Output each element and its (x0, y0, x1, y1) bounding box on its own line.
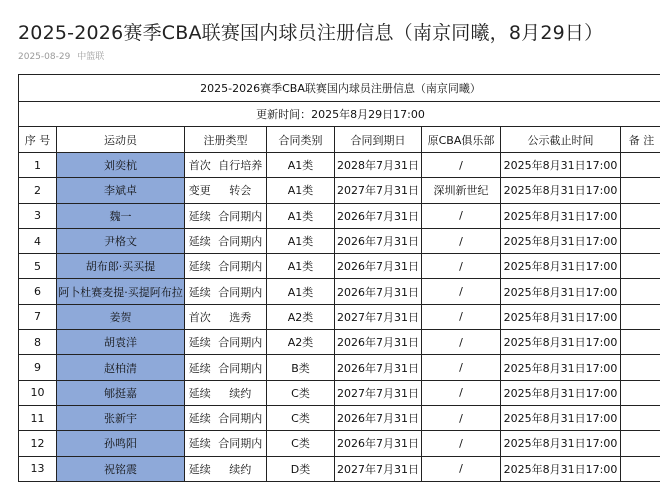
publicity-deadline: 2025年8月31日17:00 (501, 203, 621, 228)
remarks (621, 153, 660, 178)
registration-table (18, 74, 660, 482)
player-name: 姜贺 (57, 304, 185, 329)
registration-type: 变更 (185, 178, 215, 203)
row-index: 3 (19, 203, 57, 228)
publicity-deadline: 2025年8月31日17:00 (501, 355, 621, 380)
contract-expiry: 2026年7月31日 (335, 279, 422, 304)
registration-subtype: 转会 (215, 178, 267, 203)
publicity-deadline: 2025年8月31日17:00 (501, 380, 621, 405)
registration-subtype: 合同期内 (215, 330, 267, 355)
remarks (621, 228, 660, 253)
contract-expiry: 2027年7月31日 (335, 380, 422, 405)
row-index: 1 (19, 153, 57, 178)
table-row (19, 456, 660, 481)
player-name: 张新宇 (57, 405, 185, 430)
row-index: 6 (19, 279, 57, 304)
player-name: 郇挺嘉 (57, 380, 185, 405)
contract-category: C类 (267, 380, 335, 405)
contract-expiry: 2027年7月31日 (335, 304, 422, 329)
contract-category: D类 (267, 456, 335, 481)
header-player: 运动员 (57, 127, 185, 153)
player-name: 赵柏清 (57, 355, 185, 380)
registration-type: 延续 (185, 203, 215, 228)
remarks (621, 456, 660, 481)
previous-club: / (422, 456, 501, 481)
header-index: 序 号 (19, 127, 57, 153)
remarks (621, 355, 660, 380)
remarks (621, 279, 660, 304)
contract-category: A2类 (267, 330, 335, 355)
registration-type: 延续 (185, 355, 215, 380)
row-index: 12 (19, 431, 57, 456)
registration-type: 延续 (185, 456, 215, 481)
previous-club: / (422, 405, 501, 430)
contract-expiry: 2026年7月31日 (335, 330, 422, 355)
previous-club: / (422, 431, 501, 456)
publicity-deadline: 2025年8月31日17:00 (501, 431, 621, 456)
header-previous-club: 原CBA俱乐部 (422, 127, 501, 153)
registration-subtype: 续约 (215, 380, 267, 405)
row-index: 7 (19, 304, 57, 329)
previous-club: / (422, 153, 501, 178)
previous-club: / (422, 228, 501, 253)
registration-type: 首次 (185, 304, 215, 329)
table-row (19, 153, 660, 178)
previous-club: / (422, 254, 501, 279)
row-index: 9 (19, 355, 57, 380)
row-index: 4 (19, 228, 57, 253)
row-index: 10 (19, 380, 57, 405)
table-row (19, 380, 660, 405)
remarks (621, 203, 660, 228)
table-header-row (19, 127, 660, 153)
remarks (621, 330, 660, 355)
contract-category: A1类 (267, 178, 335, 203)
contract-category: A1类 (267, 279, 335, 304)
player-name: 魏一 (57, 203, 185, 228)
table-row (19, 279, 660, 304)
contract-expiry: 2028年7月31日 (335, 153, 422, 178)
table-row (19, 203, 660, 228)
table-row (19, 304, 660, 329)
table-row (19, 405, 660, 430)
registration-subtype: 合同期内 (215, 355, 267, 380)
header-registration-type: 注册类型 (185, 127, 267, 153)
contract-category: C类 (267, 405, 335, 430)
registration-type: 延续 (185, 330, 215, 355)
row-index: 5 (19, 254, 57, 279)
previous-club: 深圳新世纪 (422, 178, 501, 203)
publicity-deadline: 2025年8月31日17:00 (501, 178, 621, 203)
registration-type: 首次 (185, 153, 215, 178)
publicity-deadline: 2025年8月31日17:00 (501, 304, 621, 329)
registration-subtype: 选秀 (215, 304, 267, 329)
article-meta (18, 49, 104, 62)
player-name: 刘奕杭 (57, 153, 185, 178)
contract-expiry: 2026年7月31日 (335, 431, 422, 456)
registration-type: 延续 (185, 431, 215, 456)
contract-category: B类 (267, 355, 335, 380)
registration-subtype: 合同期内 (215, 254, 267, 279)
update-time: 更新时间：2025年8月29日17:00 (19, 102, 660, 127)
player-name: 孙鸣阳 (57, 431, 185, 456)
registration-subtype: 合同期内 (215, 203, 267, 228)
registration-type: 延续 (185, 254, 215, 279)
player-name: 胡布郎·买买提 (57, 254, 185, 279)
registration-type: 延续 (185, 380, 215, 405)
registration-subtype: 合同期内 (215, 431, 267, 456)
contract-category: A1类 (267, 254, 335, 279)
contract-category: A1类 (267, 203, 335, 228)
remarks (621, 431, 660, 456)
previous-club: / (422, 279, 501, 304)
publicity-deadline: 2025年8月31日17:00 (501, 330, 621, 355)
registration-subtype: 续约 (215, 456, 267, 481)
contract-expiry: 2026年7月31日 (335, 228, 422, 253)
contract-category: A2类 (267, 304, 335, 329)
remarks (621, 178, 660, 203)
registration-type: 延续 (185, 228, 215, 253)
registration-subtype: 合同期内 (215, 228, 267, 253)
row-index: 2 (19, 178, 57, 203)
remarks (621, 254, 660, 279)
player-name: 李斌卓 (57, 178, 185, 203)
header-remarks: 备 注 (621, 127, 660, 153)
table-row (19, 228, 660, 253)
player-name: 尹格文 (57, 228, 185, 253)
player-name: 胡袁洋 (57, 330, 185, 355)
player-name: 祝铭震 (57, 456, 185, 481)
table-row (19, 178, 660, 203)
table-row (19, 254, 660, 279)
row-index: 11 (19, 405, 57, 430)
publish-date: 2025-08-29 (18, 52, 70, 62)
publicity-deadline: 2025年8月31日17:00 (501, 405, 621, 430)
contract-expiry: 2027年7月31日 (335, 456, 422, 481)
previous-club: / (422, 330, 501, 355)
table-row (19, 431, 660, 456)
previous-club: / (422, 355, 501, 380)
contract-expiry: 2026年7月31日 (335, 405, 422, 430)
contract-expiry: 2026年7月31日 (335, 203, 422, 228)
registration-subtype: 合同期内 (215, 405, 267, 430)
previous-club: / (422, 380, 501, 405)
previous-club: / (422, 304, 501, 329)
registration-type: 延续 (185, 279, 215, 304)
remarks (621, 380, 660, 405)
contract-expiry: 2026年7月31日 (335, 355, 422, 380)
remarks (621, 304, 660, 329)
registration-subtype: 自行培养 (215, 153, 267, 178)
player-name: 阿卜杜赛麦提·买提阿布拉 (57, 279, 185, 304)
contract-category: C类 (267, 431, 335, 456)
source-link[interactable]: 中篮联 (77, 52, 104, 62)
contract-expiry: 2026年7月31日 (335, 254, 422, 279)
row-index: 8 (19, 330, 57, 355)
contract-category: A1类 (267, 153, 335, 178)
row-index: 13 (19, 456, 57, 481)
contract-expiry: 2027年7月31日 (335, 178, 422, 203)
table-caption: 2025-2026赛季CBA联赛国内球员注册信息（南京同曦） (19, 75, 660, 102)
article-title: 2025-2026赛季CBA联赛国内球员注册信息（南京同曦，8月29日） (18, 18, 603, 45)
header-contract-category: 合同类别 (267, 127, 335, 153)
table-row (19, 330, 660, 355)
remarks (621, 405, 660, 430)
publicity-deadline: 2025年8月31日17:00 (501, 228, 621, 253)
header-contract-expiry: 合同到期日 (335, 127, 422, 153)
header-publicity-deadline: 公示截止时间 (501, 127, 621, 153)
previous-club: / (422, 203, 501, 228)
table-row (19, 355, 660, 380)
publicity-deadline: 2025年8月31日17:00 (501, 456, 621, 481)
publicity-deadline: 2025年8月31日17:00 (501, 279, 621, 304)
registration-subtype: 合同期内 (215, 279, 267, 304)
publicity-deadline: 2025年8月31日17:00 (501, 153, 621, 178)
publicity-deadline: 2025年8月31日17:00 (501, 254, 621, 279)
contract-category: A1类 (267, 228, 335, 253)
registration-type: 延续 (185, 405, 215, 430)
